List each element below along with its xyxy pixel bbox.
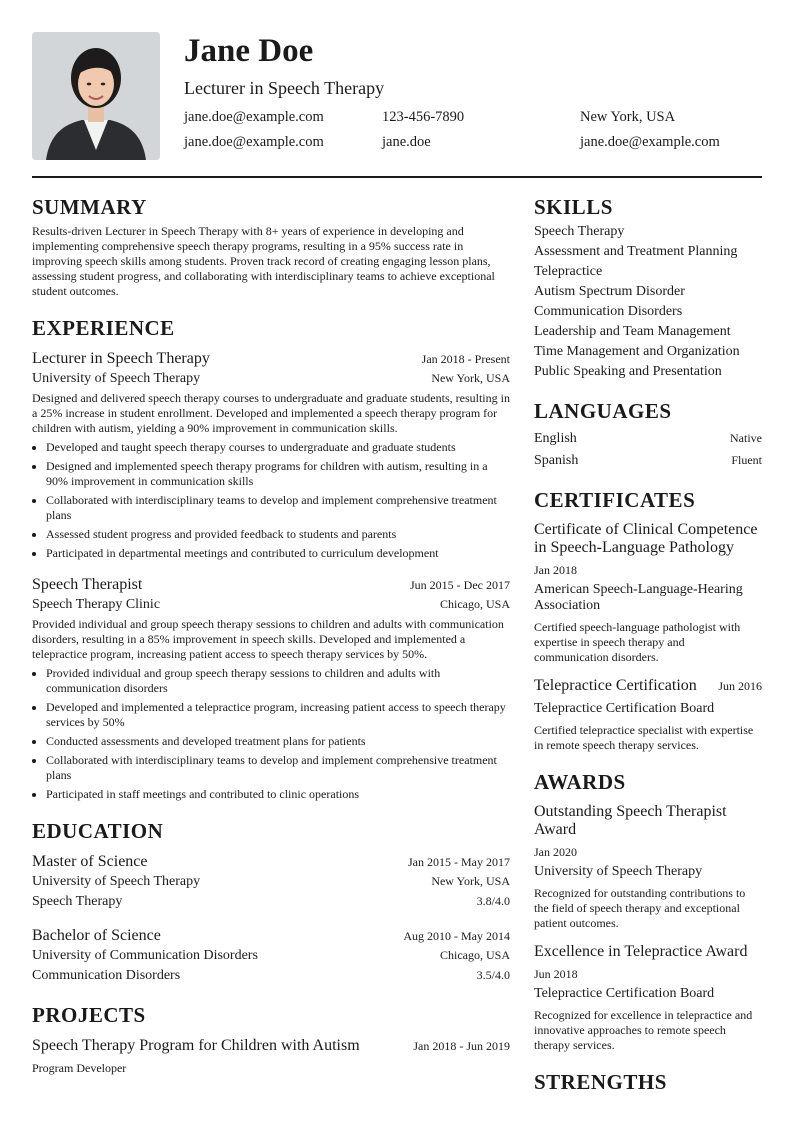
contact-email-2[interactable]: jane.doe@example.com (184, 134, 324, 150)
job-bullets (32, 440, 510, 561)
list-item: • Provided individual and group speech therapy sessions to children and adults with communication disorders (46, 666, 510, 696)
award-title: Outstanding Speech Therapist Award (534, 803, 727, 838)
section-heading: AWARDS (534, 770, 626, 794)
experience-entry (32, 349, 510, 561)
degree-gpa: 3.8/4.0 (476, 894, 510, 908)
project-date: Jan 2018 - Jun 2019 (413, 1039, 510, 1053)
school-name: University of Speech Therapy (32, 874, 201, 889)
project-role: Program Developer (32, 1061, 127, 1075)
section-heading: EXPERIENCE (32, 316, 175, 340)
certificate-title: Certificate of Clinical Competence in Speech-Language Pathology (534, 521, 758, 556)
job-position: Lecturer in Speech Therapy (32, 350, 210, 367)
certificate-title: Telepractice Certification (534, 677, 697, 694)
skill-item: Leadership and Team Management (534, 324, 731, 339)
person-title: Lecturer in Speech Therapy (184, 78, 385, 98)
job-position: Speech Therapist (32, 576, 143, 593)
project-entry (32, 1036, 510, 1076)
contact-email-3[interactable]: jane.doe@example.com (580, 134, 720, 150)
list-item: • Participated in staff meetings and contributed to clinic operations (46, 787, 510, 802)
skill-item: Communication Disorders (534, 304, 683, 319)
section-heading: STRENGTHS (534, 1070, 667, 1094)
left-column (32, 194, 510, 1109)
list-item: • Conducted assessments and developed treatment plans for patients (46, 734, 510, 749)
list-item: • Participated in departmental meetings and contributed to curriculum development (46, 546, 510, 561)
certificate-date: Jan 2018 (534, 563, 577, 577)
degree-title: Bachelor of Science (32, 927, 161, 944)
section-heading: CERTIFICATES (534, 488, 696, 512)
certificate-issuer: Telepractice Certification Board (534, 701, 715, 716)
degree-field: Speech Therapy (32, 894, 123, 909)
award-entry (534, 803, 762, 931)
experience-section (32, 315, 510, 802)
degree-title: Master of Science (32, 853, 148, 870)
profile-photo (32, 32, 160, 160)
section-heading: EDUCATION (32, 819, 164, 843)
certificates-section (534, 487, 762, 753)
education-entry (32, 852, 510, 912)
skill-item: Speech Therapy (534, 224, 625, 239)
job-organization: Speech Therapy Clinic (32, 597, 161, 612)
certificate-entry (534, 521, 762, 665)
degree-date: Aug 2010 - May 2014 (403, 929, 510, 943)
contact-phone[interactable]: 123-456-7890 (382, 109, 465, 125)
award-entry (534, 943, 762, 1053)
portrait-illustration (32, 32, 160, 160)
person-name: Jane Doe (184, 33, 314, 69)
education-entry (32, 926, 510, 986)
education-section (32, 818, 510, 986)
certificate-date: Jun 2016 (718, 679, 762, 693)
award-issuer: Telepractice Certification Board (534, 986, 715, 1001)
list-item: • Designed and implemented speech therapy programs for children with autism, resulting in a 90% improvement in communication skills (46, 459, 510, 489)
resume-page (32, 32, 762, 1109)
language-item (534, 428, 762, 449)
language-item (534, 450, 762, 471)
school-location: Chicago, USA (440, 948, 510, 962)
section-heading: PROJECTS (32, 1003, 146, 1027)
award-description: Recognized for outstanding contributions to the field of speech therapy and exceptional patient outcomes. (534, 886, 746, 930)
summary-section (32, 194, 510, 299)
award-title: Excellence in Telepractice Award (534, 943, 748, 960)
award-date: Jan 2020 (534, 845, 577, 859)
section-heading: SUMMARY (32, 195, 147, 219)
school-location: New York, USA (431, 874, 510, 888)
certificate-description: Certified telepractice specialist with expertise in remote speech therapy services. (534, 723, 754, 752)
award-description: Recognized for excellence in telepractice and innovative approaches to remote speech therapy services. (534, 1008, 753, 1052)
job-bullets (32, 666, 510, 802)
job-date: Jun 2015 - Dec 2017 (410, 578, 510, 592)
right-column (534, 194, 762, 1109)
projects-section (32, 1002, 510, 1076)
list-item: • Collaborated with interdisciplinary teams to develop and implement comprehensive treatment plans (46, 493, 510, 523)
section-heading: SKILLS (534, 195, 613, 219)
list-item: • Collaborated with interdisciplinary teams to develop and implement comprehensive treatment plans (46, 753, 510, 783)
skill-item: Telepractice (534, 264, 603, 279)
list-item: • Assessed student progress and provided feedback to students and parents (46, 527, 510, 542)
language-level: Fluent (731, 453, 762, 467)
certificate-description: Certified speech-language pathologist with expertise in speech therapy and communication disorders. (534, 620, 741, 664)
list-item: • Developed and implemented a telepractice program, increasing patient access to speech therapy services by 50% (46, 700, 510, 730)
degree-date: Jan 2015 - May 2017 (408, 855, 510, 869)
degree-gpa: 3.5/4.0 (476, 968, 510, 982)
job-location: New York, USA (431, 371, 510, 385)
skill-item: Autism Spectrum Disorder (534, 284, 685, 299)
summary-text: Results-driven Lecturer in Speech Therapy with 8+ years of experience in developing and implementing comprehensive speech therapy programs, resulting in a 95% success rate in improving speech skills among students. Proven track record of creating engaging lesson plans, assessing student progress, and collaborating with interdisciplinary teams to achieve exceptional student outcomes. (32, 224, 495, 298)
job-description: Provided individual and group speech therapy sessions to children and adults with communication disorders, resulting in a 85% improvement in speech skills. Developed and implemented a telepractice program, increasing patient access to speech therapy services by 50%. (32, 617, 504, 661)
language-name: English (534, 431, 577, 446)
skills-section (534, 194, 762, 382)
job-description: Designed and delivered speech therapy courses to undergraduate and graduate students, resulting in a 25% increase in student enrollment. Developed and implemented a speech therapy program for children with autism, yielding a 90% improvement in communication skills. (32, 391, 510, 435)
list-item: • Developed and taught speech therapy courses to undergraduate and graduate students (46, 440, 510, 455)
award-issuer: University of Speech Therapy (534, 864, 703, 879)
contact-grid (184, 108, 762, 152)
certificate-issuer: American Speech-Language-Hearing Association (534, 582, 743, 613)
degree-field: Communication Disorders (32, 968, 181, 983)
experience-entry (32, 575, 510, 802)
contact-username[interactable]: jane.doe (382, 134, 431, 150)
languages-section (534, 398, 762, 471)
strengths-section (534, 1069, 762, 1095)
language-name: Spanish (534, 453, 579, 468)
skill-item: Time Management and Organization (534, 344, 740, 359)
contact-location: New York, USA (580, 109, 676, 125)
project-title: Speech Therapy Program for Children with Autism (32, 1037, 360, 1054)
skill-item: Public Speaking and Presentation (534, 364, 722, 379)
header-divider (32, 176, 762, 178)
section-heading: LANGUAGES (534, 399, 672, 423)
certificate-entry (534, 677, 762, 753)
job-date: Jan 2018 - Present (421, 352, 510, 366)
language-level: Native (730, 431, 762, 445)
contact-email[interactable]: jane.doe@example.com (184, 109, 324, 125)
skill-item: Assessment and Treatment Planning (534, 244, 738, 259)
award-date: Jun 2018 (534, 967, 578, 981)
job-location: Chicago, USA (440, 597, 510, 611)
school-name: University of Communication Disorders (32, 948, 258, 963)
resume-header (32, 32, 762, 160)
awards-section (534, 769, 762, 1053)
job-organization: University of Speech Therapy (32, 371, 201, 386)
